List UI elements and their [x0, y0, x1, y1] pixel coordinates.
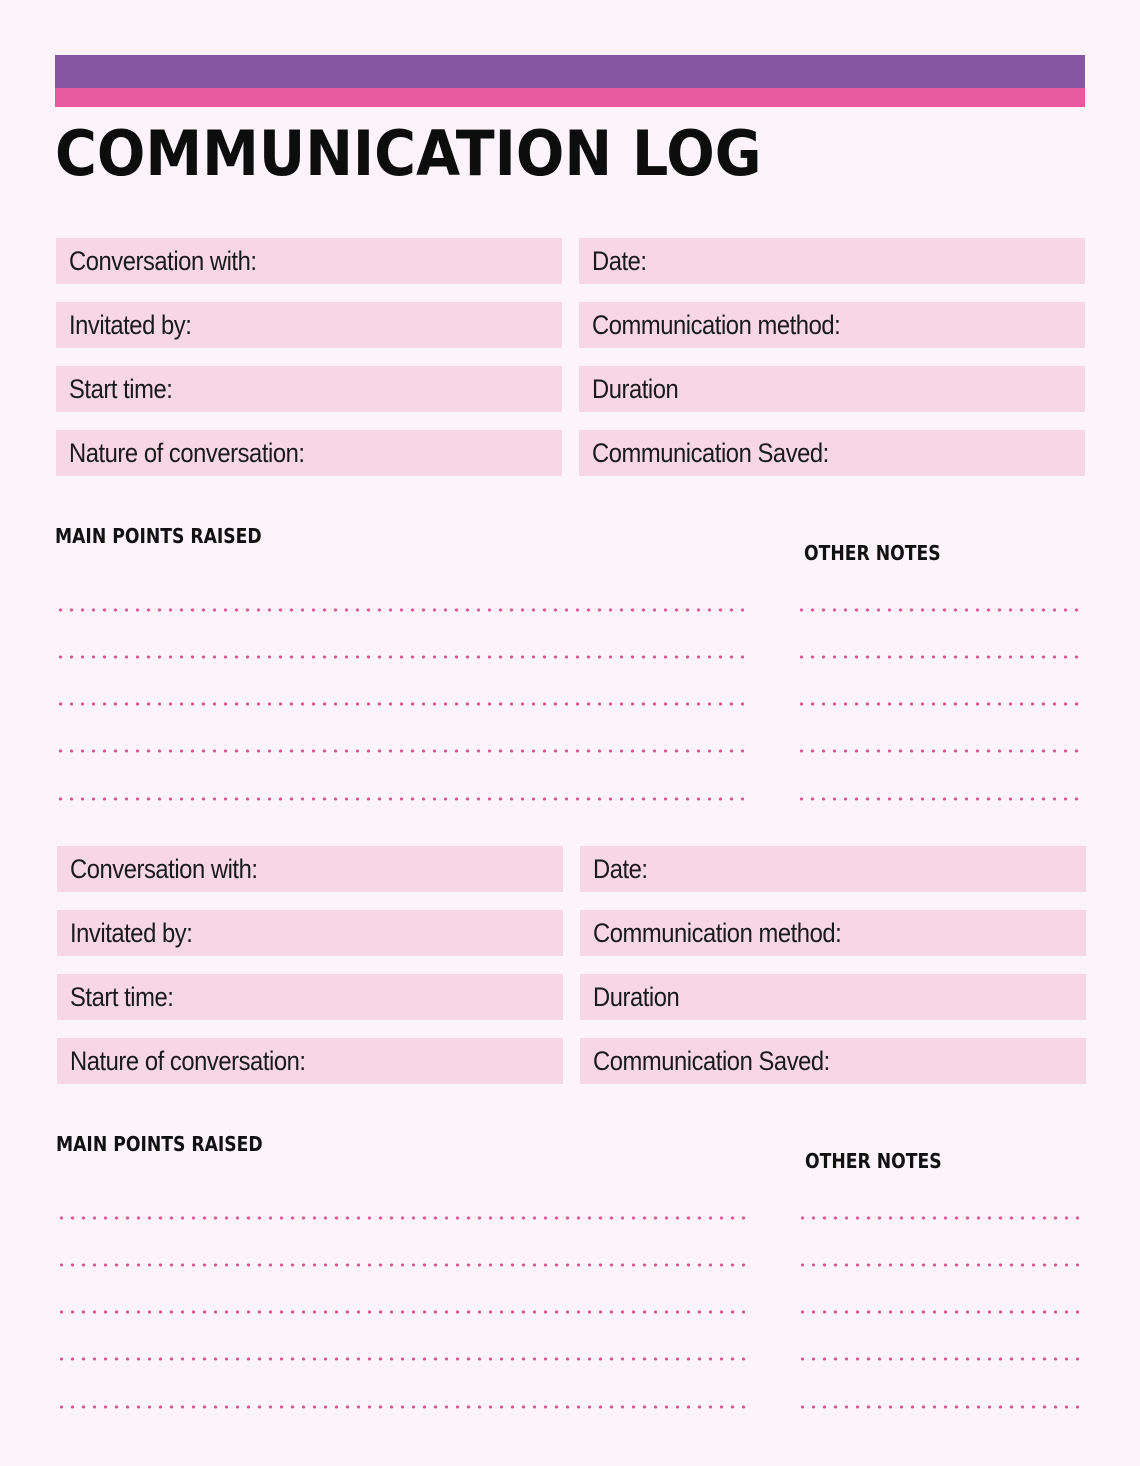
field-invitated-by[interactable]: Invitated by: [57, 910, 563, 956]
main-points-label: MAIN POINTS RAISED [55, 524, 262, 548]
page-title: COMMUNICATION LOG [55, 117, 762, 190]
main-points-line[interactable] [55, 749, 750, 753]
other-notes-line[interactable] [796, 655, 1086, 659]
main-points-line[interactable] [55, 702, 750, 706]
main-points-line[interactable] [56, 1216, 751, 1220]
main-points-line[interactable] [56, 1357, 751, 1361]
main-points-line[interactable] [56, 1263, 751, 1267]
main-points-line[interactable] [56, 1405, 751, 1409]
other-notes-label: OTHER NOTES [804, 541, 941, 565]
field-start-time[interactable]: Start time: [57, 974, 563, 1020]
other-notes-line[interactable] [796, 702, 1086, 706]
other-notes-line[interactable] [796, 797, 1086, 801]
field-nature-of-conversation[interactable]: Nature of conversation: [57, 1038, 563, 1084]
other-notes-line[interactable] [796, 749, 1086, 753]
field-date[interactable]: Date: [579, 238, 1085, 284]
main-points-label: MAIN POINTS RAISED [56, 1132, 263, 1156]
field-communication-method[interactable]: Communication method: [580, 910, 1086, 956]
field-conversation-with[interactable]: Conversation with: [57, 846, 563, 892]
field-communication-saved[interactable]: Communication Saved: [580, 1038, 1086, 1084]
main-points-line[interactable] [55, 655, 750, 659]
other-notes-line[interactable] [797, 1405, 1087, 1409]
other-notes-line[interactable] [797, 1216, 1087, 1220]
field-invitated-by[interactable]: Invitated by: [56, 302, 562, 348]
field-conversation-with[interactable]: Conversation with: [56, 238, 562, 284]
other-notes-line[interactable] [796, 608, 1086, 612]
other-notes-line[interactable] [797, 1263, 1087, 1267]
field-duration[interactable]: Duration [580, 974, 1086, 1020]
other-notes-line[interactable] [797, 1310, 1087, 1314]
main-points-line[interactable] [55, 608, 750, 612]
header-bar-purple [55, 55, 1085, 88]
field-communication-saved[interactable]: Communication Saved: [579, 430, 1085, 476]
main-points-line[interactable] [55, 797, 750, 801]
other-notes-label: OTHER NOTES [805, 1149, 942, 1173]
field-date[interactable]: Date: [580, 846, 1086, 892]
field-nature-of-conversation[interactable]: Nature of conversation: [56, 430, 562, 476]
main-points-line[interactable] [56, 1310, 751, 1314]
field-start-time[interactable]: Start time: [56, 366, 562, 412]
header-bar-pink [55, 88, 1085, 107]
field-duration[interactable]: Duration [579, 366, 1085, 412]
other-notes-line[interactable] [797, 1357, 1087, 1361]
field-communication-method[interactable]: Communication method: [579, 302, 1085, 348]
